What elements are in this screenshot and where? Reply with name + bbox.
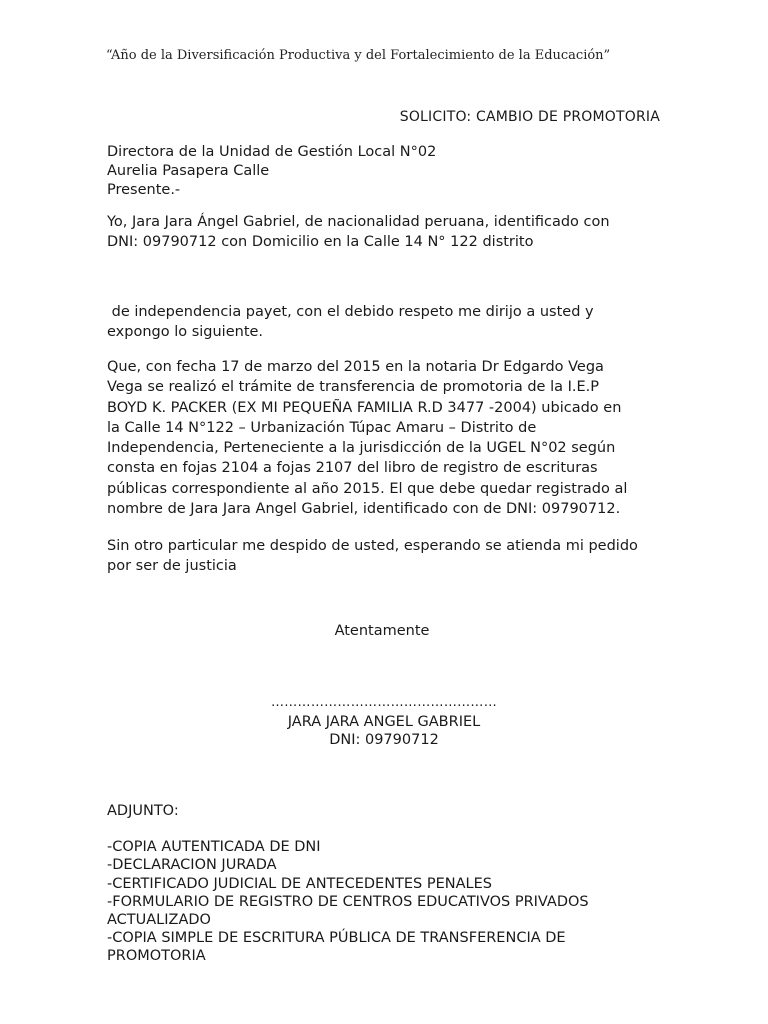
signer-dni: DNI: 09790712 (329, 732, 439, 748)
attachment-item: -FORMULARIO DE REGISTRO DE CENTROS EDUCATIVOS PRIVADOS (107, 893, 589, 910)
paragraph-line: de independencia payet, con el debido respeto me dirijo a usted y (107, 304, 594, 320)
attachment-item: -COPIA AUTENTICADA DE DNI (107, 839, 321, 856)
attachment-item: ACTUALIZADO (107, 912, 211, 929)
paragraph-line: Que, con fecha 17 de marzo del 2015 en la notaria Dr Edgardo Vega (107, 359, 604, 375)
closing-paragraph (107, 536, 667, 577)
paragraph-line: consta en fojas 2104 a fojas 2107 del libro de registro de escrituras (107, 460, 598, 477)
attachment-item: PROMOTORIA (107, 948, 206, 965)
intro-paragraph (107, 212, 667, 253)
paragraph-line: nombre de Jara Jara Angel Gabriel, identificado con de DNI: 09790712. (107, 501, 621, 518)
continuation-paragraph (107, 302, 667, 343)
paragraph-line: Vega se realizó el trámite de transferencia de promotoria de la I.E.P (107, 379, 599, 396)
paragraph-line: públicas correspondiente al año 2015. El que debe quedar registrado al (107, 480, 628, 497)
main-paragraph (107, 357, 667, 519)
addressee-line: Presente.- (107, 182, 181, 198)
paragraph-line: Independencia, Perteneciente a la jurisdicción de la UGEL N°02 según (107, 440, 616, 457)
subject-line: SOLICITO: CAMBIO DE PROMOTORIA (399, 109, 660, 125)
attachment-item: -DECLARACION JURADA (107, 857, 277, 874)
paragraph-line: Sin otro particular me despido de usted, esperando se atienda mi pedido (107, 538, 638, 554)
paragraph-line: BOYD K. PACKER (EX MI PEQUEÑA FAMILIA R.D 3477 -2004) ubicado en (107, 399, 622, 416)
header-motto: “Año de la Diversificación Productiva y del Fortalecimiento de la Educación” (106, 48, 611, 63)
addressee-line: Directora de la Unidad de Gestión Local N°02 (107, 144, 437, 160)
attachment-item: -CERTIFICADO JUDICIAL DE ANTECEDENTES PENALES (107, 875, 492, 892)
closing-salutation: Atentamente (334, 623, 430, 639)
attachments-title: ADJUNTO: (107, 803, 179, 819)
addressee-block (107, 143, 667, 200)
paragraph-line: Yo, Jara Jara Ángel Gabriel, de nacionalidad peruana, identificado con (107, 214, 610, 230)
attachments-block (107, 802, 667, 966)
signature-dotted-line: …………………………………………… (270, 695, 498, 710)
paragraph-line: DNI: 09790712 con Domicilio en la Calle 14 N° 122 distrito (107, 234, 534, 251)
paragraph-line: por ser de justicia (107, 558, 237, 575)
paragraph-line: expongo lo siguiente. (107, 324, 264, 341)
attachment-item: -COPIA SIMPLE DE ESCRITURA PÚBLICA DE TRANSFERENCIA DE (107, 930, 566, 947)
paragraph-line: la Calle 14 N°122 – Urbanización Túpac Amaru – Distrito de (107, 419, 537, 436)
signer-name: JARA JARA ANGEL GABRIEL (287, 713, 481, 730)
addressee-line: Aurelia Pasapera Calle (107, 163, 270, 179)
signature-block (0, 694, 768, 750)
